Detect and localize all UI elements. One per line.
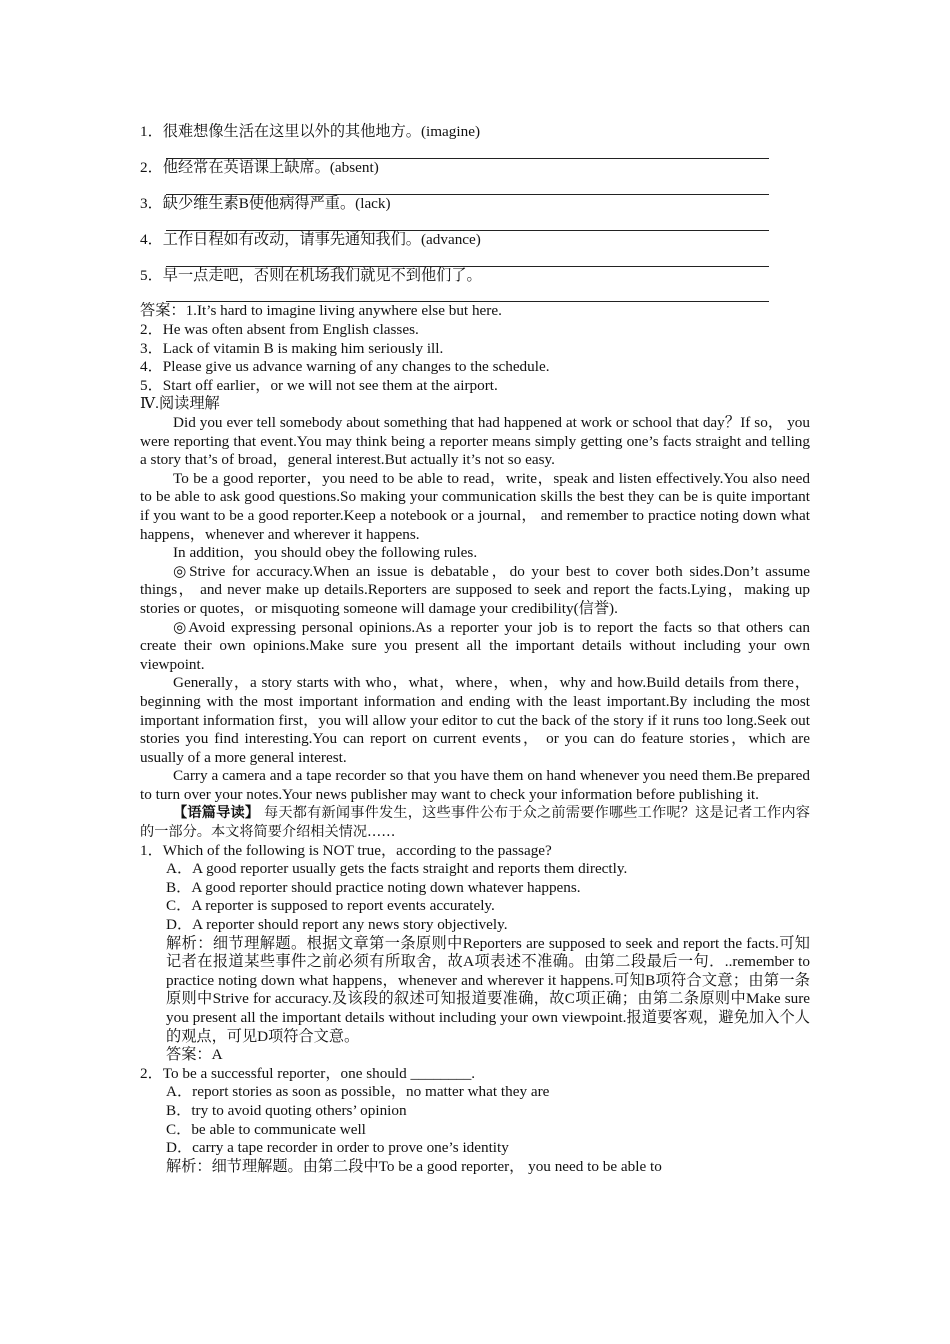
passage-paragraph-6: Generally，a story starts with who，what，where，when，why and how.Build details from there， beginning with the most important information and ending with the least important.By including the most important information first，you will allow your editor to cut the back of the story if it runs too long.Seek out stories you find interesting.You can report on current events， or you can do feature stories，which are usually of a more general interest. xyxy=(140,674,810,766)
question-1-analysis xyxy=(166,935,810,1047)
answers-line-1 xyxy=(140,302,810,321)
exercise-2: 2．他经常在英语课上缺席。(absent) xyxy=(140,158,379,176)
reading-guide xyxy=(140,804,810,841)
question-2-analysis-text: 细节理解题。由第二段中To be a good reporter， you need to be able to xyxy=(211,1157,662,1175)
answer-blank-4[interactable] xyxy=(166,249,769,266)
question-1-option-c: C．A reporter is supposed to report events accurately. xyxy=(166,897,495,915)
question-1-option-d: D．A reporter should report any news story objectively. xyxy=(166,916,508,934)
exercise-4: 4．工作日程如有改动，请事先通知我们。(advance) xyxy=(140,230,481,248)
answer-blank-2[interactable] xyxy=(166,177,769,194)
passage-paragraph-7: Carry a camera and a tape recorder so that you have them on hand whenever you need them.Be prepared to turn over your notes.Your news publisher may want to check your information before publishing it. xyxy=(140,767,810,803)
question-2-option-b: B．try to avoid quoting others’ opinion xyxy=(166,1101,407,1119)
guide-text: 每天都有新闻事件发生，这些事件公布于众之前需要作哪些工作呢？这是记者工作内容的一部分。本文将简要介绍相关情况…… xyxy=(140,805,810,841)
answer-2: 2．He was often absent from English classes. xyxy=(140,321,419,339)
question-1-analysis-label: 解析： xyxy=(166,934,213,952)
question-1-answer: 答案：A xyxy=(166,1046,223,1064)
section-title: Ⅳ.阅读理解 xyxy=(140,395,220,413)
question-2-option-d: D．carry a tape recorder in order to prove one’s identity xyxy=(166,1139,509,1157)
guide-label: 【语篇导读】 xyxy=(173,805,260,822)
answer-4: 4．Please give us advance warning of any changes to the schedule. xyxy=(140,358,550,376)
answer-blank-1[interactable] xyxy=(166,142,769,159)
question-2-stem: 2．To be a successful reporter，one should ________. xyxy=(140,1064,476,1082)
exercise-1: 1．很难想像生活在这里以外的其他地方。(imagine) xyxy=(140,123,481,140)
answer-blank-3[interactable] xyxy=(166,213,769,230)
exercise-3: 3．缺少维生素B使他病得严重。(lack) xyxy=(140,194,391,212)
document-page xyxy=(140,123,810,1176)
question-2-analysis-label: 解析： xyxy=(166,1157,212,1175)
answer-blank-5[interactable] xyxy=(166,285,769,302)
answer-3: 3．Lack of vitamin B is making him seriously ill. xyxy=(140,339,444,357)
answer-5: 5．Start off earlier，or we will not see them at the airport. xyxy=(140,376,498,394)
passage-paragraph-3: In addition，you should obey the following rules. xyxy=(173,544,478,562)
passage-rule-2: ◎Avoid expressing personal opinions.As a reporter your job is to report the facts so that others can create their own opinions.Make sure you present all the important details without including your own viewpoint. xyxy=(140,618,810,673)
passage-paragraph-2: To be a good reporter，you need to be able to read，write，speak and listen effectively.You also need to be able to ask good questions.So making your communication skills the best they can be is quite important if you want to be a good reporter.Keep a notebook or a journal， and remember to practice noting down what happens，whenever and wherever it happens. xyxy=(140,469,810,543)
question-1-option-b: B．A good reporter should practice noting down whatever happens. xyxy=(166,878,581,896)
question-1-option-a: A．A good reporter usually gets the facts straight and reports them directly. xyxy=(166,860,628,878)
passage-rule-1: ◎Strive for accuracy.When an issue is debatable，do your best to cover both sides.Don’t assume things， and never make up details.Reporters are supposed to seek and report the facts.Lying，making up stories or quotes，or misquoting someone will damage your credibility(信誉). xyxy=(140,562,810,617)
question-2-option-c: C．be able to communicate well xyxy=(166,1120,366,1138)
question-2-analysis xyxy=(166,1158,810,1177)
question-2-option-a: A．report stories as soon as possible，no matter what they are xyxy=(166,1083,550,1101)
answer-1: 1.It’s hard to imagine living anywhere else but here. xyxy=(185,302,502,320)
passage-paragraph-1: Did you ever tell somebody about something that had happened at work or school that day？If so， you were reporting that event.You may think being a reporter means simply getting one’s facts straight and telling a story that’s of broad，general interest.But actually it’s not so easy. xyxy=(140,414,810,469)
question-1-stem: 1．Which of the following is NOT true，according to the passage? xyxy=(140,841,552,859)
exercise-5: 5．早一点走吧，否则在机场我们就见不到他们了。 xyxy=(140,266,482,284)
answers-label: 答案： xyxy=(140,302,186,320)
question-1-analysis-text: 细节理解题。根据文章第一条原则中Reporters are supposed to seek and report the facts.可知记者在报道某些事件之前必须有所取舍，故A项表述不准确。由第二段最后一句．..remember to practice noting down what happens，whenever and wherever it happens.可知B项符合文意；由第一条原则中Strive for accuracy.及该段的叙述可知报道要准确，故C项正确；由第二条原则中Make sure you present all the important details without including your own viewpoint.报道要客观，避免加入个人的观点，可见D项符合文意。 xyxy=(166,934,810,1045)
